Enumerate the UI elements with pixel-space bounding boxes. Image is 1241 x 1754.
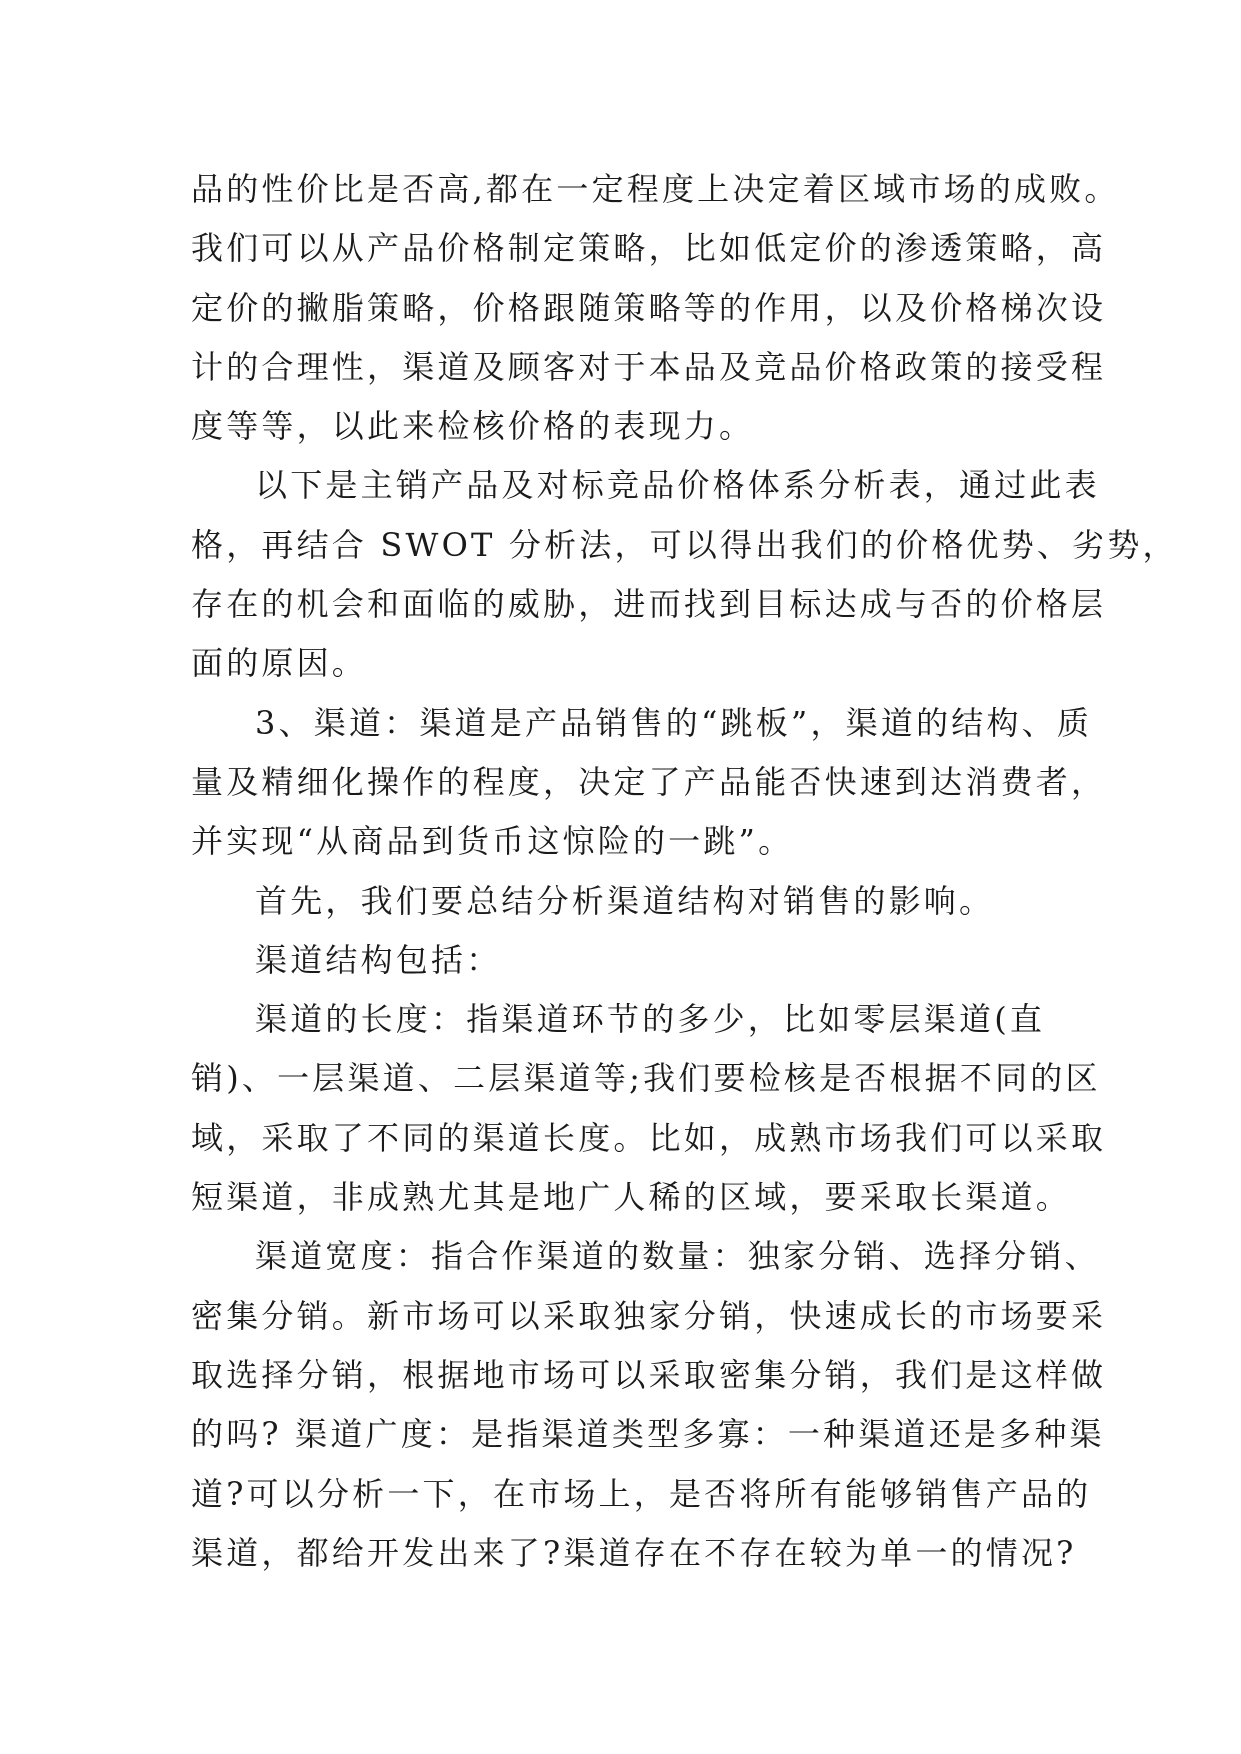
text-line: 渠道结构包括： xyxy=(255,940,502,979)
text-line: 域，采取了不同的渠道长度。比如，成熟市场我们可以采取 xyxy=(191,1118,1107,1157)
text-line: 销)、一层渠道、二层渠道等;我们要检核是否根据不同的区 xyxy=(191,1059,1101,1098)
text-line: 我们可以从产品价格制定策略，比如低定价的渗透策略，高 xyxy=(191,229,1107,268)
body-text xyxy=(191,160,1178,1583)
text-line: 量及精细化操作的程度，决定了产品能否快速到达消费者， xyxy=(191,762,1107,801)
text-line: 格，再结合 SWOT 分析法，可以得出我们的价格优势、劣势， xyxy=(191,525,1178,564)
text-line: 渠道，都给开发出来了?渠道存在不存在较为单一的情况? xyxy=(191,1533,1077,1572)
text-line: 计的合理性，渠道及顾客对于本品及竞品价格政策的接受程 xyxy=(191,347,1107,386)
text-line: 面的原因。 xyxy=(191,644,368,683)
text-line: 密集分销。新市场可以采取独家分销，快速成长的市场要采 xyxy=(191,1296,1107,1335)
text-line: 取选择分销，根据地市场可以采取密集分销，我们是这样做 xyxy=(191,1355,1107,1394)
text-line: 短渠道，非成熟尤其是地广人稀的区域，要采取长渠道。 xyxy=(191,1178,1072,1217)
text-line: 存在的机会和面临的威胁，进而找到目标达成与否的价格层 xyxy=(191,585,1107,624)
text-line: 并实现“从商品到货币这惊险的一跳”。 xyxy=(191,822,794,861)
text-line: 首先，我们要总结分析渠道结构对销售的影响。 xyxy=(255,881,995,920)
text-line: 渠道宽度：指合作渠道的数量：独家分销、选择分销、 xyxy=(255,1237,1100,1276)
text-line: 品的性价比是否高,都在一定程度上决定着区域市场的成败。 xyxy=(191,170,1120,208)
text-line: 定价的撇脂策略，价格跟随策略等的作用，以及价格梯次设 xyxy=(191,288,1107,327)
text-line: 道?可以分析一下，在市场上，是否将所有能够销售产品的 xyxy=(191,1474,1092,1513)
text-line: 的吗? 渠道广度：是指渠道类型多寡：一种渠道还是多种渠 xyxy=(191,1415,1105,1454)
text-line: 3、渠道：渠道是产品销售的“跳板”，渠道的结构、质 xyxy=(255,703,1093,742)
text-line: 度等等，以此来检核价格的表现力。 xyxy=(191,407,755,446)
text-line: 渠道的长度：指渠道环节的多少，比如零层渠道(直 xyxy=(255,1000,1046,1039)
text-line: 以下是主销产品及对标竞品价格体系分析表，通过此表 xyxy=(255,466,1100,505)
